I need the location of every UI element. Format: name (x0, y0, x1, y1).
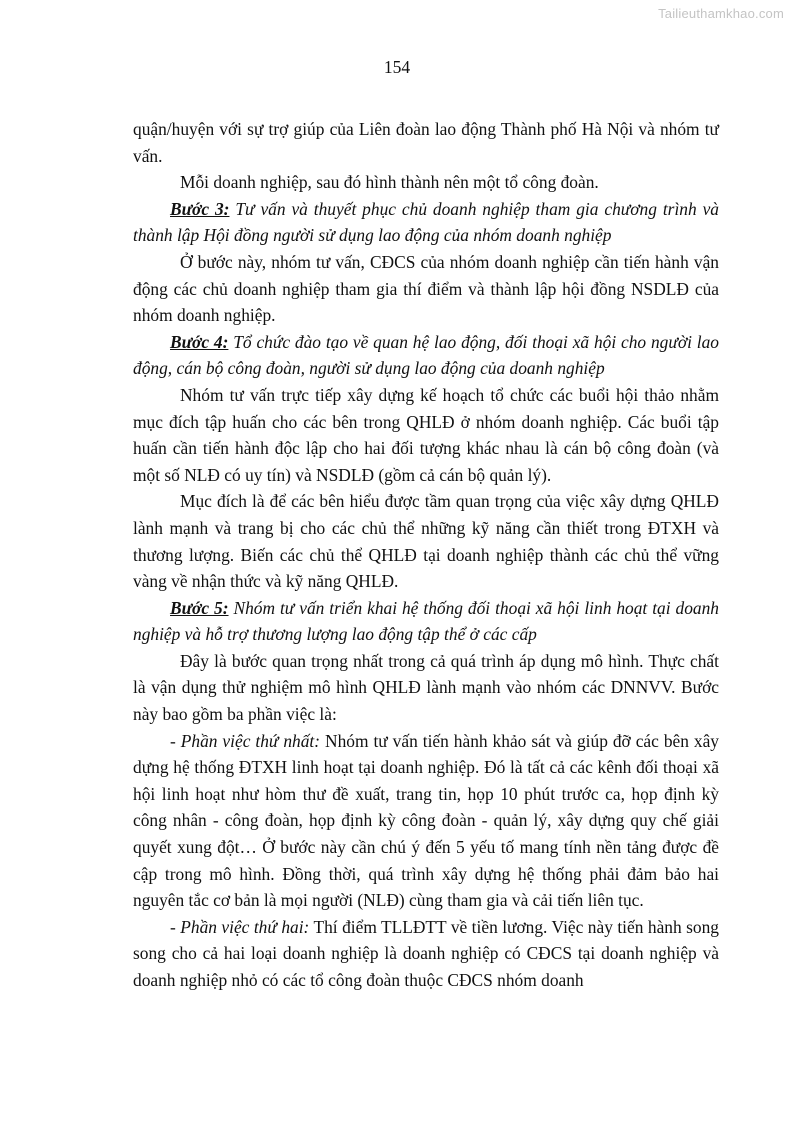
document-body (133, 116, 719, 994)
watermark: Tailieuthamkhao.com (658, 6, 784, 21)
step-title: Nhóm tư vấn triển khai hệ thống đối thoại xã hội linh hoạt tại doanh nghiệp và hỗ trợ thương lượng lao động tập thể ở các cấp (133, 597, 720, 645)
step-label: Bước 3: (170, 198, 230, 219)
step-title: Tổ chức đào tạo về quan hệ lao động, đối thoại xã hội cho người lao động, cán bộ công đoàn, người sử dụng lao động của doanh nghiệp (133, 331, 719, 379)
paragraph: Ở bước này, nhóm tư vấn, CĐCS của nhóm doanh nghiệp cần tiến hành vận động các chủ doanh nghiệp tham gia thí điểm và thành lập hội đồng NSDLĐ của nhóm doanh nghiệp. (133, 251, 719, 326)
step-5-heading (133, 595, 719, 648)
list-text: Nhóm tư vấn tiến hành khảo sát và giúp đỡ các bên xây dựng hệ thống ĐTXH linh hoạt tại doanh nghiệp. Đó là tất cả các kênh đối thoại xã hội linh hoạt như hòm thư đề xuất, trang tin, họp 10 phút trước ca, họp định kỳ công nhân - công đoàn, họp định kỳ công đoàn - quản lý, xây dựng quy chế giải quyết xung đột… Ở bước này cần chú ý đến 5 yếu tố mang tính nền tảng được đề cập trong mô hình. Đồng thời, quá trình xây dựng hệ thống phải đảm bảo hai nguyên tắc cơ bản là mọi người (NLĐ) cùng tham gia và cải tiến liên tục. (133, 730, 719, 911)
list-item-part-2 (133, 914, 719, 994)
paragraph: Đây là bước quan trọng nhất trong cả quá trình áp dụng mô hình. Thực chất là vận dụng thử nghiệm mô hình QHLĐ lành mạnh vào nhóm các DNNVV. Bước này bao gồm ba phần việc là: (133, 650, 719, 725)
list-label: - Phần việc thứ hai: (170, 916, 310, 937)
step-label: Bước 5: (170, 597, 229, 618)
list-item-part-1 (133, 728, 719, 914)
step-4-heading (133, 329, 719, 382)
paragraph: Nhóm tư vấn trực tiếp xây dựng kế hoạch tổ chức các buổi hội thảo nhằm mục đích tập huấn cho các bên trong QHLĐ ở nhóm doanh nghiệp. Các buổi tập huấn cần tiến hành độc lập cho hai đối tượng khác nhau là cán bộ công đoàn (và một số NLĐ có uy tín) và NSDLĐ (gồm cả cán bộ quản lý). (133, 384, 719, 485)
paragraph: quận/huyện với sự trợ giúp của Liên đoàn lao động Thành phố Hà Nội và nhóm tư vấn. (133, 119, 719, 166)
step-3-heading (133, 196, 719, 249)
step-label: Bước 4: (170, 331, 229, 352)
paragraph: Mục đích là để các bên hiểu được tầm quan trọng của việc xây dựng QHLĐ lành mạnh và trang bị cho các chủ thể những kỹ năng cần thiết trong ĐTXH và thương lượng. Biến các chủ thể QHLĐ tại doanh nghiệp thành các chủ thể vững vàng về nhận thức và kỹ năng QHLĐ. (133, 491, 719, 592)
list-label: - Phần việc thứ nhất: (170, 730, 321, 751)
paragraph: Mỗi doanh nghiệp, sau đó hình thành nên một tổ công đoàn. (180, 172, 599, 193)
step-title: Tư vấn và thuyết phục chủ doanh nghiệp tham gia chương trình và thành lập Hội đồng người sử dụng lao động của nhóm doanh nghiệp (133, 198, 719, 246)
page-number: 154 (383, 57, 411, 77)
list-text: Thí điểm TLLĐTT về tiền lương. Việc này tiến hành song song cho cả hai loại doanh nghiệp là doanh nghiệp có CĐCS tại doanh nghiệp và doanh nghiệp nhỏ có các tổ công đoàn thuộc CĐCS nhóm doanh (133, 916, 719, 990)
